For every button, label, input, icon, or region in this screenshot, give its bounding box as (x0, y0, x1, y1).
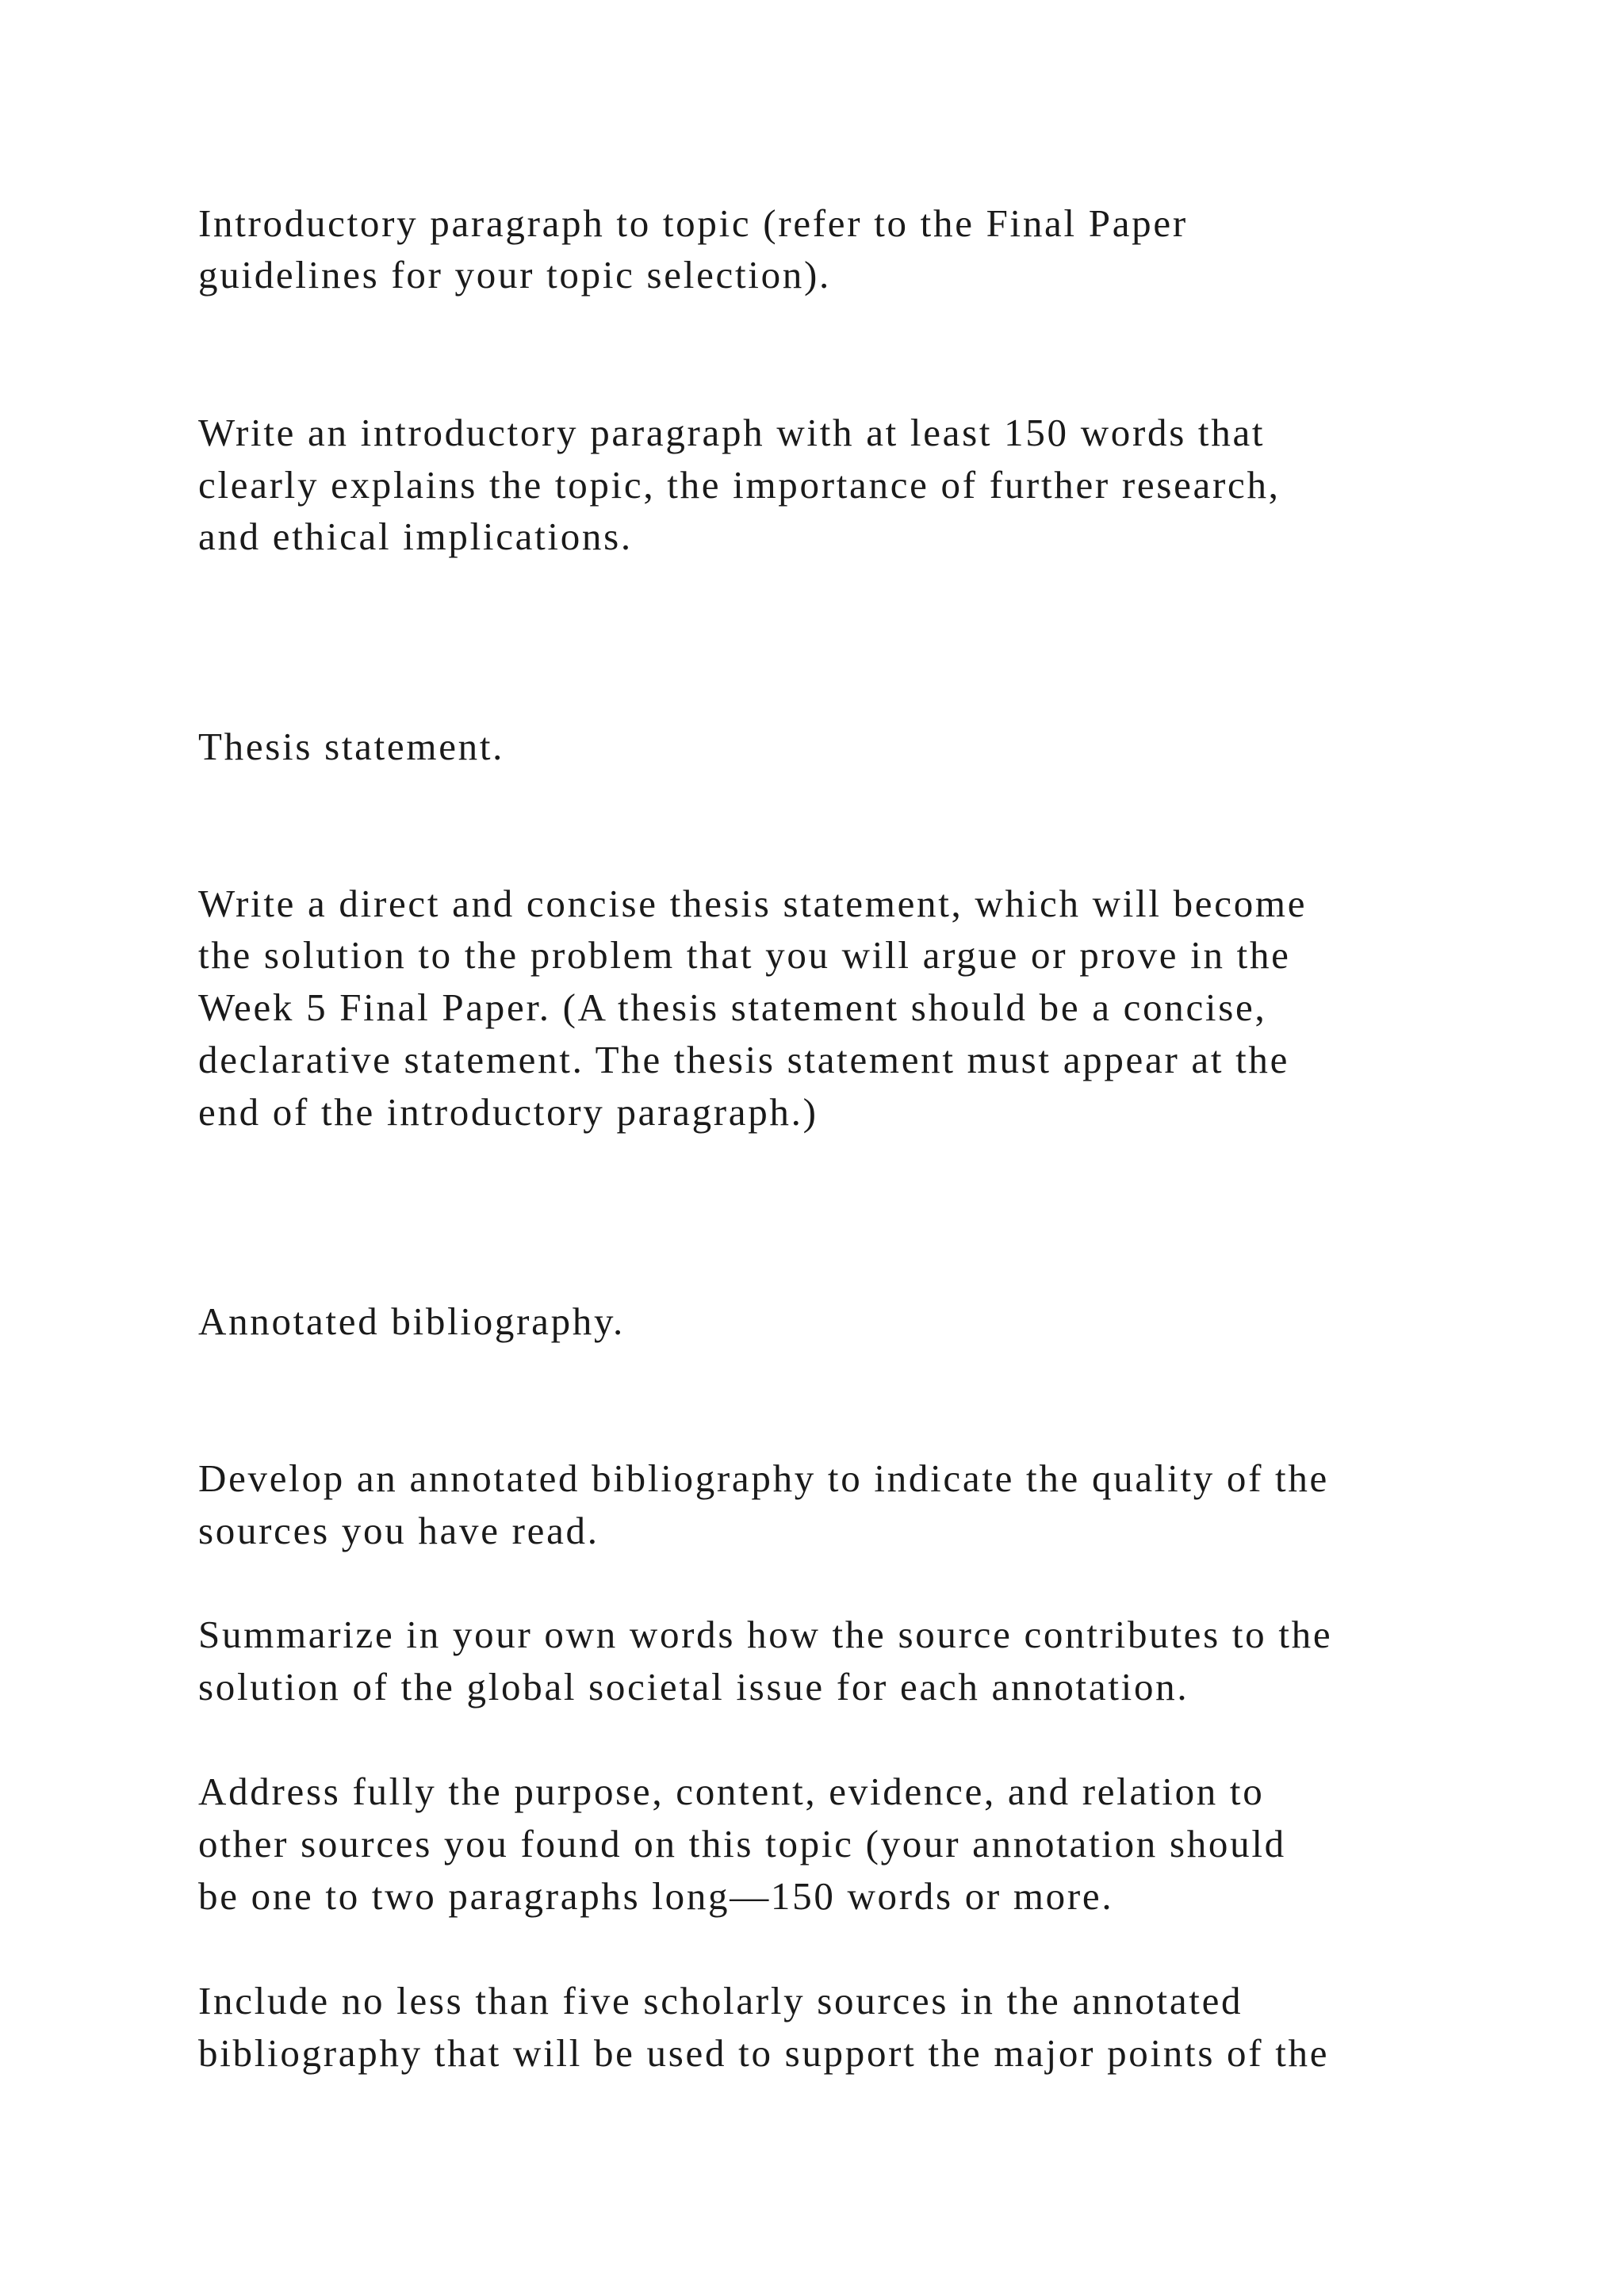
text-line: and ethical implications. (198, 515, 633, 558)
text-line: solution of the global societal issue for each annotation. (198, 1665, 1189, 1709)
text-line: Include no less than five scholarly sources in the annotated (198, 1979, 1243, 2022)
text-line: bibliography that will be used to support the major points of the (198, 2031, 1330, 2075)
text-line: Week 5 Final Paper. (A thesis statement should be a concise, (198, 985, 1267, 1029)
text-line: be one to two paragraphs long—150 words or more. (198, 1874, 1114, 1918)
text-line: Write a direct and concise thesis statement, which will become (198, 882, 1308, 925)
text-line: Thesis statement. (198, 725, 505, 768)
text-line: clearly explains the topic, the importance of further research, (198, 463, 1281, 507)
text-line: Annotated bibliography. (198, 1299, 625, 1343)
text-line: Summarize in your own words how the source contributes to the (198, 1613, 1333, 1656)
text-line: other sources you found on this topic (your annotation should (198, 1822, 1286, 1866)
text-line: sources you have read. (198, 1509, 599, 1552)
text-line: the solution to the problem that you will argue or prove in the (198, 933, 1291, 977)
text-line: end of the introductory paragraph.) (198, 1090, 818, 1134)
text-line: guidelines for your topic selection). (198, 253, 831, 297)
text-line: Write an introductory paragraph with at least 150 words that (198, 411, 1266, 454)
text-line: declarative statement. The thesis statement must appear at the (198, 1038, 1290, 1081)
text-line: Develop an annotated bibliography to indicate the quality of the (198, 1456, 1330, 1500)
text-line: Address fully the purpose, content, evidence, and relation to (198, 1770, 1265, 1813)
text-line: Introductory paragraph to topic (refer to the Final Paper (198, 201, 1188, 245)
